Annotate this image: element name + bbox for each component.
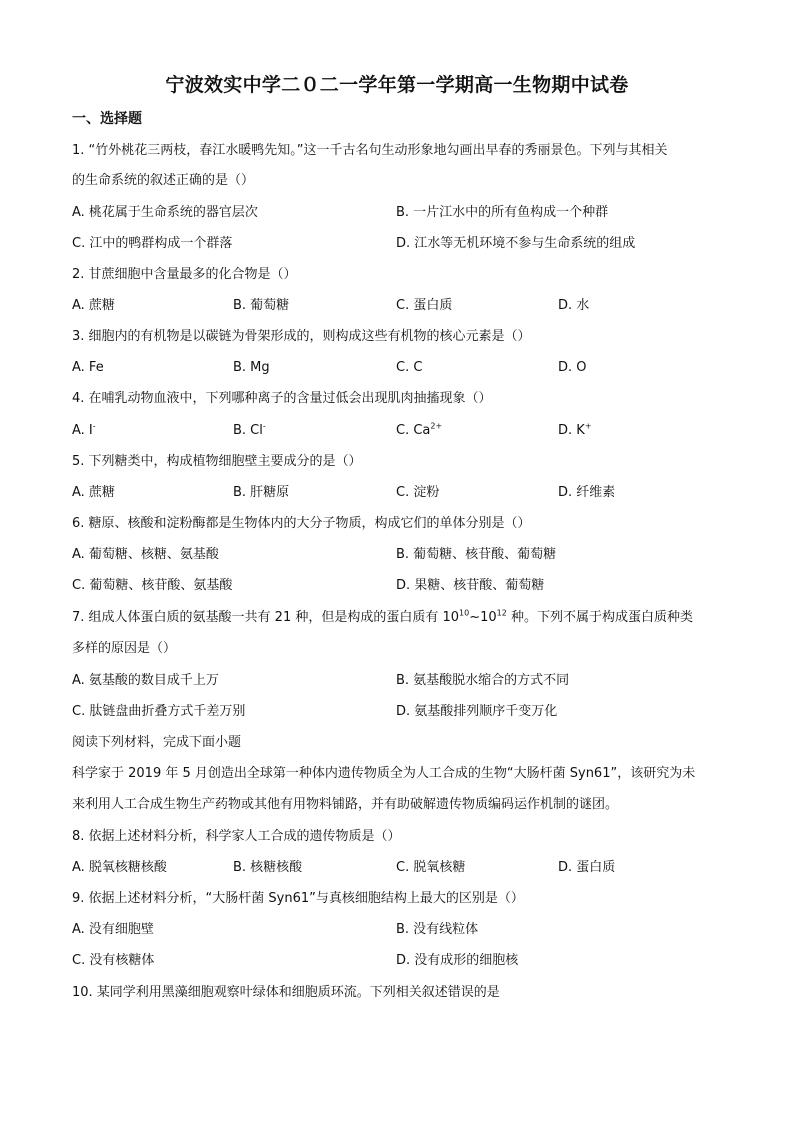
q8-option-a: A. 脱氧核糖核酸 (72, 860, 167, 875)
q7-option-a: A. 氨基酸的数目成千上万 (72, 673, 219, 688)
material-line1: 科学家于 2019 年 5 月创造出全球第一种体内遗传物质全为人工合成的生物“大肠杆菌 Syn61”，该研究为未 (72, 766, 696, 781)
q3-option-c: C. C (396, 360, 423, 375)
q1-option-d: D. 江水等无机环境不参与生命系统的组成 (396, 236, 636, 251)
q8-option-c: C. 脱氧核糖 (396, 860, 466, 875)
q1-option-a: A. 桃花属于生命系统的器官层次 (72, 205, 258, 220)
q5-option-b: B. 肝糖原 (233, 485, 290, 500)
q2-option-c: C. 蛋白质 (396, 298, 453, 313)
q4-stem: 4. 在哺乳动物血液中，下列哪种离子的含量过低会出现肌肉抽搐现象（） (72, 391, 492, 406)
q9-option-c: C. 没有核糖体 (72, 953, 155, 968)
q5-option-c: C. 淀粉 (396, 485, 440, 500)
q7-option-d: D. 氨基酸排列顺序千变万化 (396, 704, 558, 719)
q7-stem-line1: 7. 组成人体蛋白质的氨基酸一共有 21 种，但是构成的蛋白质有 $10^{10}\sim 10^{12}$ 种。下列不属于构成蛋白质种类 (72, 608, 693, 625)
q7-option-c: C. 肽链盘曲折叠方式千差万别 (72, 704, 246, 719)
q2-option-d: D. 水 (558, 298, 590, 313)
material-intro: 阅读下列材料，完成下面小题 (72, 735, 242, 750)
q3-option-b: B. Mg (233, 360, 270, 375)
page-title: 宁波效实中学二０二一学年第一学期高一生物期中试卷 (165, 74, 629, 96)
q5-option-a: A. 蔗糖 (72, 485, 115, 500)
q4-option-c: C. $Ca^{2+}$ (396, 421, 443, 438)
q8-option-b: B. 核糖核酸 (233, 860, 303, 875)
q6-option-a: A. 葡萄糖、核糖、氨基酸 (72, 547, 219, 562)
q1-stem-line2: 的生命系统的叙述正确的是（） (72, 173, 255, 188)
q3-option-d: D. O (558, 360, 587, 375)
q4-option-d: D. K+ (558, 421, 592, 438)
q6-option-b: B. 葡萄糖、核苷酸、葡萄糖 (396, 547, 557, 562)
q3-option-a: A. Fe (72, 360, 104, 375)
q4-option-b: B. Cl- (233, 421, 266, 438)
q8-option-d: D. 蛋白质 (558, 860, 616, 875)
q1-stem-line1: 1. “竹外桃花三两枝，春江水暖鸭先知。”这一千古名句生动形象地勾画出早春的秀丽景色。下列与其相关 (72, 143, 668, 158)
q9-option-a: A. 没有细胞壁 (72, 922, 154, 937)
q2-stem: 2. 甘蔗细胞中含量最多的化合物是（） (72, 267, 297, 282)
q6-option-c: C. 葡萄糖、核苷酸、氨基酸 (72, 578, 233, 593)
q7-option-b: B. 氨基酸脱水缩合的方式不同 (396, 673, 570, 688)
q9-option-d: D. 没有成形的细胞核 (396, 953, 519, 968)
q4-option-a: A. I- (72, 421, 96, 438)
q7-stem-line2: 多样的原因是（） (72, 641, 177, 656)
q10-stem: 10. 某同学利用黑藻细胞观察叶绿体和细胞质环流。下列相关叙述错误的是 (72, 985, 500, 1000)
q3-stem: 3. 细胞内的有机物是以碳链为骨架形成的，则构成这些有机物的核心元素是（） (72, 329, 531, 344)
q6-stem: 6. 糖原、核酸和淀粉酶都是生物体内的大分子物质，构成它们的单体分别是（） (72, 516, 531, 531)
q6-option-d: D. 果糖、核苷酸、葡萄糖 (396, 578, 545, 593)
q5-stem: 5. 下列糖类中，构成植物细胞壁主要成分的是（） (72, 454, 362, 469)
q9-option-b: B. 没有线粒体 (396, 922, 479, 937)
q1-option-c: C. 江中的鸭群构成一个群落 (72, 236, 233, 251)
q2-option-a: A. 蔗糖 (72, 298, 115, 313)
material-line2: 来利用人工合成生物生产药物或其他有用物料铺路，并有助破解遗传物质编码运作机制的谜团。 (72, 797, 619, 812)
q9-stem: 9. 依据上述材料分析，“大肠杆菌 Syn61”与真核细胞结构上最大的区别是（） (72, 891, 524, 906)
q8-stem: 8. 依据上述材料分析，科学家人工合成的遗传物质是（） (72, 829, 401, 844)
section-heading: 一、选择题 (72, 111, 142, 127)
q5-option-d: D. 纤维素 (558, 485, 616, 500)
q1-option-b: B. 一片江水中的所有鱼构成一个种群 (396, 205, 609, 220)
q2-option-b: B. 葡萄糖 (233, 298, 290, 313)
